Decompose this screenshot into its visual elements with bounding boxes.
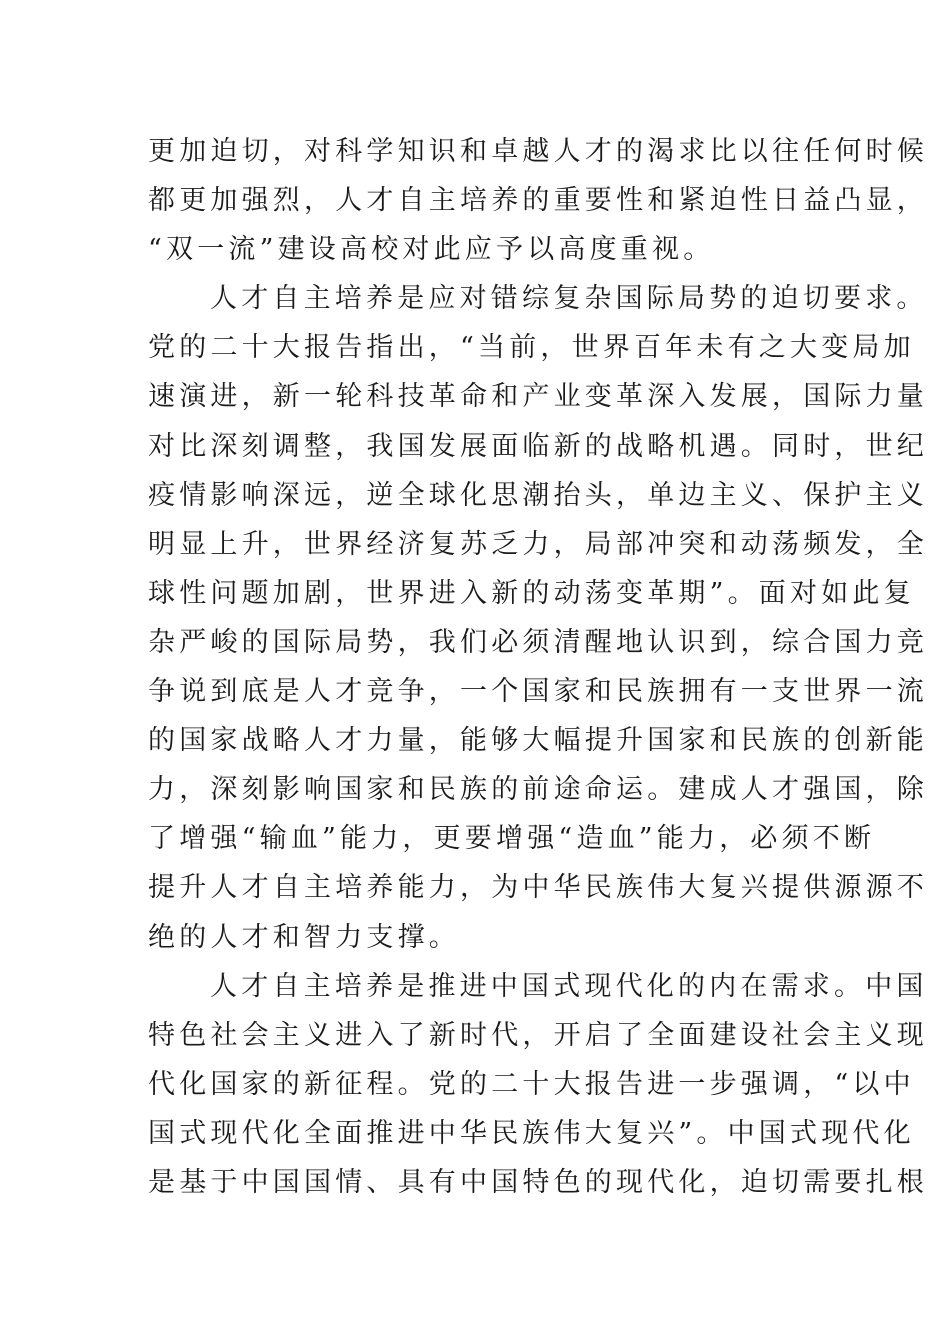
text-line: 杂严峻的国际局势，我们必须清醒地认识到，综合国力竞	[148, 626, 928, 658]
text-line: “双一流”建设高校对此应予以高度重视。	[148, 234, 715, 266]
text-line: 明显上升，世界经济复苏乏力，局部冲突和动荡频发，全	[148, 528, 928, 560]
text-line: 的国家战略人才力量，能够大幅提升国家和民族的创新能	[148, 725, 928, 757]
text-line: 人才自主培养是推进中国式现代化的内在需求。中国	[210, 970, 928, 1002]
text-line: 是基于中国国情、具有中国特色的现代化，迫切需要扎根	[148, 1166, 928, 1198]
text-line: 了增强“输血”能力，更要增强“造血”能力，必须不断	[148, 823, 876, 855]
text-line: 更加迫切，对科学知识和卓越人才的渴求比以往任何时候	[148, 136, 928, 167]
text-line: 疫情影响深远，逆全球化思潮抬头，单边主义、保护主义	[148, 479, 928, 511]
text-line: 代化国家的新征程。党的二十大报告进一步强调，“以中	[148, 1068, 915, 1100]
text-line: 对比深刻调整，我国发展面临新的战略机遇。同时，世纪	[148, 430, 928, 462]
text-line: 党的二十大报告指出，“当前，世界百年未有之大变局加	[148, 332, 915, 364]
text-line: 国式现代化全面推进中华民族伟大复兴”。中国式现代化	[148, 1117, 915, 1149]
text-line: 提升人才自主培养能力，为中华民族伟大复兴提供源源不	[148, 872, 928, 904]
text-line: 特色社会主义进入了新时代，开启了全面建设社会主义现	[148, 1019, 928, 1051]
text-line: 绝的人才和智力支撑。	[148, 921, 460, 953]
text-line: 速演进，新一轮科技革命和产业变革深入发展，国际力量	[148, 381, 928, 413]
text-line: 力，深刻影响国家和民族的前途命运。建成人才强国，除	[148, 774, 928, 806]
text-line: 人才自主培养是应对错综复杂国际局势的迫切要求。	[210, 283, 928, 315]
text-line: 争说到底是人才竞争，一个国家和民族拥有一支世界一流	[148, 676, 928, 708]
text-line: 都更加强烈，人才自主培养的重要性和紧迫性日益凸显，	[148, 185, 928, 217]
text-line: 球性问题加剧，世界进入新的动荡变革期”。面对如此复	[148, 577, 915, 609]
body-text	[148, 127, 928, 1207]
